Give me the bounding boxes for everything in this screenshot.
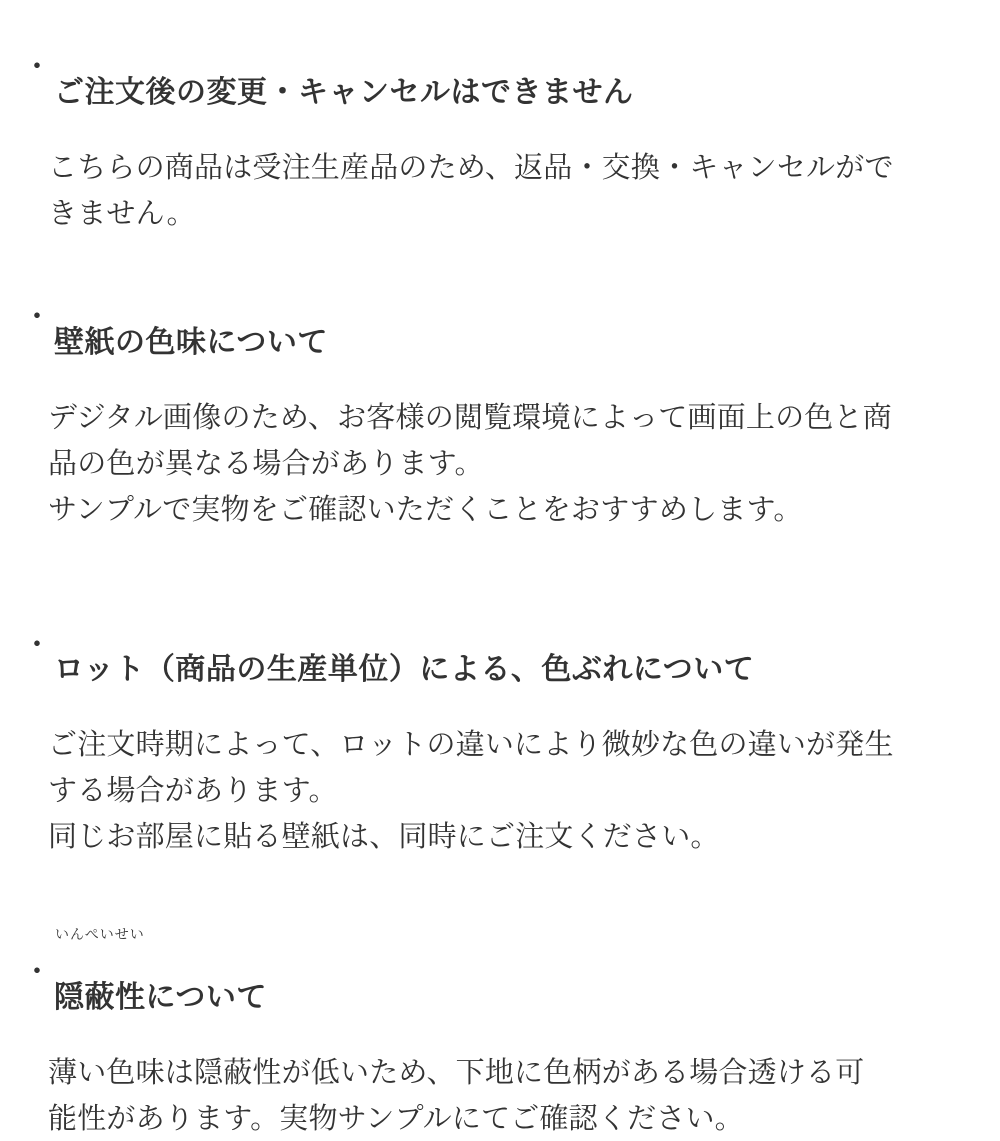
bullet-icon: ・ xyxy=(22,50,52,85)
section-body xyxy=(48,394,974,532)
section-order-change-cancel xyxy=(22,46,974,236)
section-body xyxy=(48,721,974,859)
bullet-icon: ・ xyxy=(22,627,52,663)
section-heading: 壁紙の色味について xyxy=(54,324,328,360)
section-heading: ロット（商品の生産単位）による、色ぶれについて xyxy=(54,652,755,688)
body-line: サンプルで実物をご確認いただくことをおすすめします。 xyxy=(48,491,803,526)
section-opacity xyxy=(22,927,974,1141)
body-line: する場合があります。 xyxy=(48,773,338,808)
bullet-icon: ・ xyxy=(22,955,52,991)
section-lot-color-variation xyxy=(22,624,974,860)
section-heading-row xyxy=(22,296,974,390)
body-line: 能性があります。実物サンプルにてご確認ください。 xyxy=(48,1101,744,1136)
section-heading: 隠蔽性について xyxy=(54,980,267,1016)
body-line: こちらの商品は受注生産品のため、返品・交換・キャンセルがで xyxy=(48,149,894,184)
body-line: 品の色が異なる場合があります。 xyxy=(48,445,484,480)
section-body xyxy=(48,1049,974,1141)
body-line: デジタル画像のため、お客様の閲覧環境によって画面上の色と商 xyxy=(48,399,892,434)
body-line: ご注文時期によって、ロットの違いにより微妙な色の違いが発生 xyxy=(48,727,894,762)
bullet-icon: ・ xyxy=(22,299,52,335)
section-body xyxy=(48,144,974,236)
body-line: 同じお部屋に貼る壁紙は、同時にご注文ください。 xyxy=(48,819,720,854)
body-line: 薄い色味は隠蔽性が低いため、下地に色柄がある場合透ける可 xyxy=(48,1055,865,1090)
section-heading: ご注文後の変更・キャンセルはできません xyxy=(54,74,634,110)
section-wallpaper-color xyxy=(22,296,974,532)
ruby-annotation: いんぺいせい xyxy=(55,927,145,944)
section-heading-row xyxy=(22,46,974,140)
body-line: きません。 xyxy=(48,195,196,230)
section-heading-row xyxy=(22,624,974,718)
section-heading-row xyxy=(22,927,974,1045)
